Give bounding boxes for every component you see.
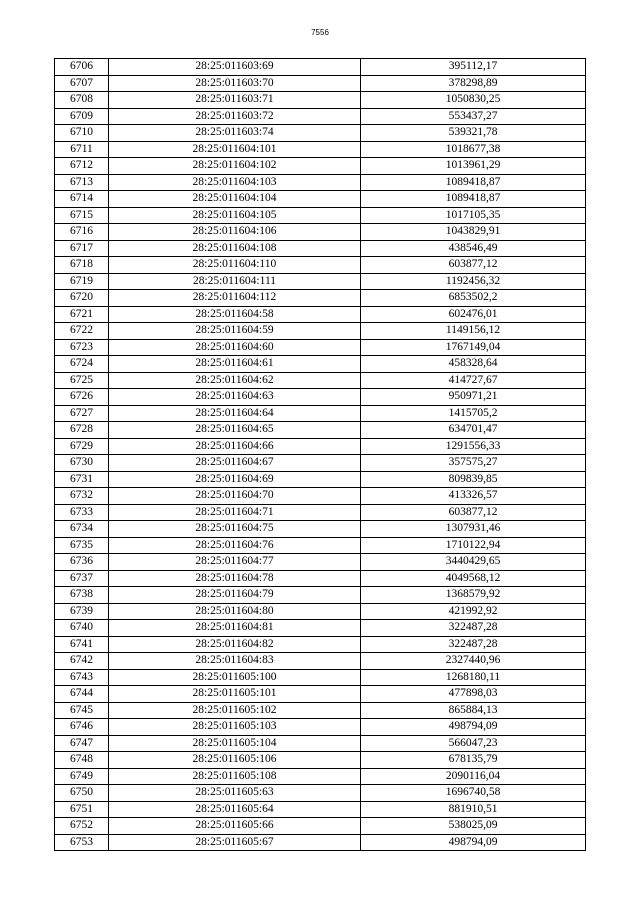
table-row <box>55 768 586 785</box>
row-number-cell: 6713 <box>55 174 109 191</box>
table-row <box>55 702 586 719</box>
cadastral-value-cell: 1696740,58 <box>361 785 586 802</box>
row-number-cell: 6720 <box>55 290 109 307</box>
cadastral-value-cell: 322487,28 <box>361 636 586 653</box>
cadastral-number-cell: 28:25:011605:100 <box>109 669 361 686</box>
table-row <box>55 257 586 274</box>
row-number-cell: 6710 <box>55 125 109 142</box>
table-row <box>55 686 586 703</box>
cadastral-number-cell: 28:25:011605:103 <box>109 719 361 736</box>
table-row <box>55 554 586 571</box>
cadastral-number-cell: 28:25:011604:110 <box>109 257 361 274</box>
cadastral-number-cell: 28:25:011605:101 <box>109 686 361 703</box>
row-number-cell: 6722 <box>55 323 109 340</box>
cadastral-number-cell: 28:25:011605:104 <box>109 735 361 752</box>
row-number-cell: 6744 <box>55 686 109 703</box>
row-number-cell: 6708 <box>55 92 109 109</box>
cadastral-number-cell: 28:25:011604:83 <box>109 653 361 670</box>
table-row <box>55 389 586 406</box>
cadastral-number-cell: 28:25:011604:111 <box>109 273 361 290</box>
cadastral-number-cell: 28:25:011604:76 <box>109 537 361 554</box>
cadastral-value-cell: 357575,27 <box>361 455 586 472</box>
cadastral-value-cell: 809839,85 <box>361 471 586 488</box>
table-row <box>55 537 586 554</box>
table-row <box>55 141 586 158</box>
cadastral-number-cell: 28:25:011604:82 <box>109 636 361 653</box>
cadastral-number-cell: 28:25:011604:78 <box>109 570 361 587</box>
table-row <box>55 191 586 208</box>
cadastral-number-cell: 28:25:011604:75 <box>109 521 361 538</box>
row-number-cell: 6750 <box>55 785 109 802</box>
row-number-cell: 6716 <box>55 224 109 241</box>
cadastral-value-cell: 1307931,46 <box>361 521 586 538</box>
cadastral-number-cell: 28:25:011604:80 <box>109 603 361 620</box>
table-row <box>55 323 586 340</box>
row-number-cell: 6739 <box>55 603 109 620</box>
row-number-cell: 6742 <box>55 653 109 670</box>
row-number-cell: 6753 <box>55 834 109 851</box>
cadastral-number-cell: 28:25:011604:81 <box>109 620 361 637</box>
cadastral-number-cell: 28:25:011603:69 <box>109 59 361 76</box>
table-row <box>55 158 586 175</box>
cadastral-value-cell: 421992,92 <box>361 603 586 620</box>
cadastral-value-cell: 438546,49 <box>361 240 586 257</box>
row-number-cell: 6712 <box>55 158 109 175</box>
table-row <box>55 290 586 307</box>
cadastral-value-cell: 1050830,25 <box>361 92 586 109</box>
table-row <box>55 636 586 653</box>
cadastral-number-cell: 28:25:011605:102 <box>109 702 361 719</box>
row-number-cell: 6707 <box>55 75 109 92</box>
table-row <box>55 587 586 604</box>
row-number-cell: 6743 <box>55 669 109 686</box>
table-body <box>55 59 586 851</box>
table-row <box>55 240 586 257</box>
cadastral-number-cell: 28:25:011605:67 <box>109 834 361 851</box>
row-number-cell: 6747 <box>55 735 109 752</box>
table-row <box>55 818 586 835</box>
row-number-cell: 6709 <box>55 108 109 125</box>
cadastral-number-cell: 28:25:011604:71 <box>109 504 361 521</box>
cadastral-number-cell: 28:25:011604:64 <box>109 405 361 422</box>
cadastral-number-cell: 28:25:011603:74 <box>109 125 361 142</box>
row-number-cell: 6729 <box>55 438 109 455</box>
table-row <box>55 752 586 769</box>
table-row <box>55 488 586 505</box>
cadastral-value-cell: 865884,13 <box>361 702 586 719</box>
cadastral-number-cell: 28:25:011605:63 <box>109 785 361 802</box>
cadastral-value-cell: 498794,09 <box>361 719 586 736</box>
cadastral-number-cell: 28:25:011605:64 <box>109 801 361 818</box>
table-row <box>55 521 586 538</box>
cadastral-number-cell: 28:25:011605:108 <box>109 768 361 785</box>
cadastral-number-cell: 28:25:011603:70 <box>109 75 361 92</box>
table-row <box>55 719 586 736</box>
cadastral-value-cell: 603877,12 <box>361 257 586 274</box>
row-number-cell: 6719 <box>55 273 109 290</box>
row-number-cell: 6724 <box>55 356 109 373</box>
row-number-cell: 6735 <box>55 537 109 554</box>
row-number-cell: 6725 <box>55 372 109 389</box>
cadastral-value-cell: 498794,09 <box>361 834 586 851</box>
table-row <box>55 438 586 455</box>
row-number-cell: 6721 <box>55 306 109 323</box>
cadastral-number-cell: 28:25:011604:105 <box>109 207 361 224</box>
cadastral-number-cell: 28:25:011604:59 <box>109 323 361 340</box>
cadastral-value-cell: 413326,57 <box>361 488 586 505</box>
cadastral-number-cell: 28:25:011604:60 <box>109 339 361 356</box>
table-row <box>55 405 586 422</box>
table-row <box>55 471 586 488</box>
table-row <box>55 75 586 92</box>
row-number-cell: 6732 <box>55 488 109 505</box>
cadastral-number-cell: 28:25:011604:77 <box>109 554 361 571</box>
cadastral-value-cell: 1192456,32 <box>361 273 586 290</box>
row-number-cell: 6718 <box>55 257 109 274</box>
table-row <box>55 92 586 109</box>
cadastral-value-cell: 1268180,11 <box>361 669 586 686</box>
cadastral-value-cell: 378298,89 <box>361 75 586 92</box>
cadastral-value-cell: 4049568,12 <box>361 570 586 587</box>
table-row <box>55 306 586 323</box>
cadastral-value-cell: 602476,01 <box>361 306 586 323</box>
cadastral-number-cell: 28:25:011604:104 <box>109 191 361 208</box>
cadastral-value-cell: 1291556,33 <box>361 438 586 455</box>
row-number-cell: 6717 <box>55 240 109 257</box>
cadastral-number-cell: 28:25:011604:58 <box>109 306 361 323</box>
cadastral-number-cell: 28:25:011604:70 <box>109 488 361 505</box>
table-row <box>55 273 586 290</box>
cadastral-value-cell: 678135,79 <box>361 752 586 769</box>
cadastral-number-cell: 28:25:011605:66 <box>109 818 361 835</box>
table-row <box>55 504 586 521</box>
row-number-cell: 6706 <box>55 59 109 76</box>
cadastral-value-cell: 1043829,91 <box>361 224 586 241</box>
table-row <box>55 455 586 472</box>
cadastral-value-cell: 477898,03 <box>361 686 586 703</box>
row-number-cell: 6738 <box>55 587 109 604</box>
cadastral-number-cell: 28:25:011604:67 <box>109 455 361 472</box>
cadastral-value-cell: 1013961,29 <box>361 158 586 175</box>
table-row <box>55 603 586 620</box>
cadastral-value-cell: 1767149,04 <box>361 339 586 356</box>
table-row <box>55 653 586 670</box>
cadastral-number-cell: 28:25:011604:108 <box>109 240 361 257</box>
row-number-cell: 6731 <box>55 471 109 488</box>
row-number-cell: 6749 <box>55 768 109 785</box>
cadastral-value-cell: 538025,09 <box>361 818 586 835</box>
cadastral-value-cell: 3440429,65 <box>361 554 586 571</box>
row-number-cell: 6730 <box>55 455 109 472</box>
row-number-cell: 6714 <box>55 191 109 208</box>
row-number-cell: 6737 <box>55 570 109 587</box>
cadastral-value-table <box>54 58 586 851</box>
page-number: 7556 <box>311 28 329 37</box>
cadastral-number-cell: 28:25:011604:69 <box>109 471 361 488</box>
cadastral-number-cell: 28:25:011604:103 <box>109 174 361 191</box>
table-row <box>55 669 586 686</box>
cadastral-value-cell: 414727,67 <box>361 372 586 389</box>
cadastral-value-cell: 1089418,87 <box>361 191 586 208</box>
row-number-cell: 6741 <box>55 636 109 653</box>
row-number-cell: 6723 <box>55 339 109 356</box>
table-row <box>55 735 586 752</box>
table-row <box>55 570 586 587</box>
cadastral-value-cell: 1710122,94 <box>361 537 586 554</box>
row-number-cell: 6745 <box>55 702 109 719</box>
table-row <box>55 339 586 356</box>
table-row <box>55 785 586 802</box>
cadastral-value-cell: 566047,23 <box>361 735 586 752</box>
row-number-cell: 6748 <box>55 752 109 769</box>
cadastral-number-cell: 28:25:011604:62 <box>109 372 361 389</box>
row-number-cell: 6728 <box>55 422 109 439</box>
cadastral-value-cell: 2327440,96 <box>361 653 586 670</box>
cadastral-value-cell: 1149156,12 <box>361 323 586 340</box>
table-row <box>55 174 586 191</box>
cadastral-value-cell: 881910,51 <box>361 801 586 818</box>
table-row <box>55 207 586 224</box>
cadastral-number-cell: 28:25:011603:71 <box>109 92 361 109</box>
cadastral-value-cell: 395112,17 <box>361 59 586 76</box>
row-number-cell: 6740 <box>55 620 109 637</box>
cadastral-number-cell: 28:25:011604:65 <box>109 422 361 439</box>
cadastral-value-cell: 553437,27 <box>361 108 586 125</box>
table-row <box>55 834 586 851</box>
cadastral-value-cell: 1089418,87 <box>361 174 586 191</box>
cadastral-value-cell: 603877,12 <box>361 504 586 521</box>
cadastral-number-cell: 28:25:011604:61 <box>109 356 361 373</box>
row-number-cell: 6734 <box>55 521 109 538</box>
cadastral-value-cell: 322487,28 <box>361 620 586 637</box>
table-row <box>55 422 586 439</box>
cadastral-value-cell: 950971,21 <box>361 389 586 406</box>
cadastral-value-cell: 539321,78 <box>361 125 586 142</box>
cadastral-value-cell: 1368579,92 <box>361 587 586 604</box>
table-row <box>55 224 586 241</box>
table-row <box>55 59 586 76</box>
cadastral-value-cell: 2090116,04 <box>361 768 586 785</box>
cadastral-number-cell: 28:25:011603:72 <box>109 108 361 125</box>
table-row <box>55 125 586 142</box>
cadastral-number-cell: 28:25:011604:63 <box>109 389 361 406</box>
cadastral-value-cell: 1017105,35 <box>361 207 586 224</box>
row-number-cell: 6727 <box>55 405 109 422</box>
row-number-cell: 6726 <box>55 389 109 406</box>
table-row <box>55 356 586 373</box>
cadastral-number-cell: 28:25:011604:66 <box>109 438 361 455</box>
cadastral-number-cell: 28:25:011604:106 <box>109 224 361 241</box>
table-row <box>55 372 586 389</box>
cadastral-value-cell: 634701,47 <box>361 422 586 439</box>
cadastral-value-cell: 458328,64 <box>361 356 586 373</box>
row-number-cell: 6736 <box>55 554 109 571</box>
cadastral-number-cell: 28:25:011605:106 <box>109 752 361 769</box>
cadastral-number-cell: 28:25:011604:79 <box>109 587 361 604</box>
table-row <box>55 801 586 818</box>
table-row <box>55 108 586 125</box>
cadastral-number-cell: 28:25:011604:112 <box>109 290 361 307</box>
cadastral-number-cell: 28:25:011604:102 <box>109 158 361 175</box>
cadastral-number-cell: 28:25:011604:101 <box>109 141 361 158</box>
row-number-cell: 6733 <box>55 504 109 521</box>
row-number-cell: 6752 <box>55 818 109 835</box>
row-number-cell: 6751 <box>55 801 109 818</box>
cadastral-value-cell: 1415705,2 <box>361 405 586 422</box>
table-row <box>55 620 586 637</box>
cadastral-value-cell: 1018677,38 <box>361 141 586 158</box>
cadastral-value-cell: 6853502,2 <box>361 290 586 307</box>
row-number-cell: 6746 <box>55 719 109 736</box>
row-number-cell: 6715 <box>55 207 109 224</box>
row-number-cell: 6711 <box>55 141 109 158</box>
